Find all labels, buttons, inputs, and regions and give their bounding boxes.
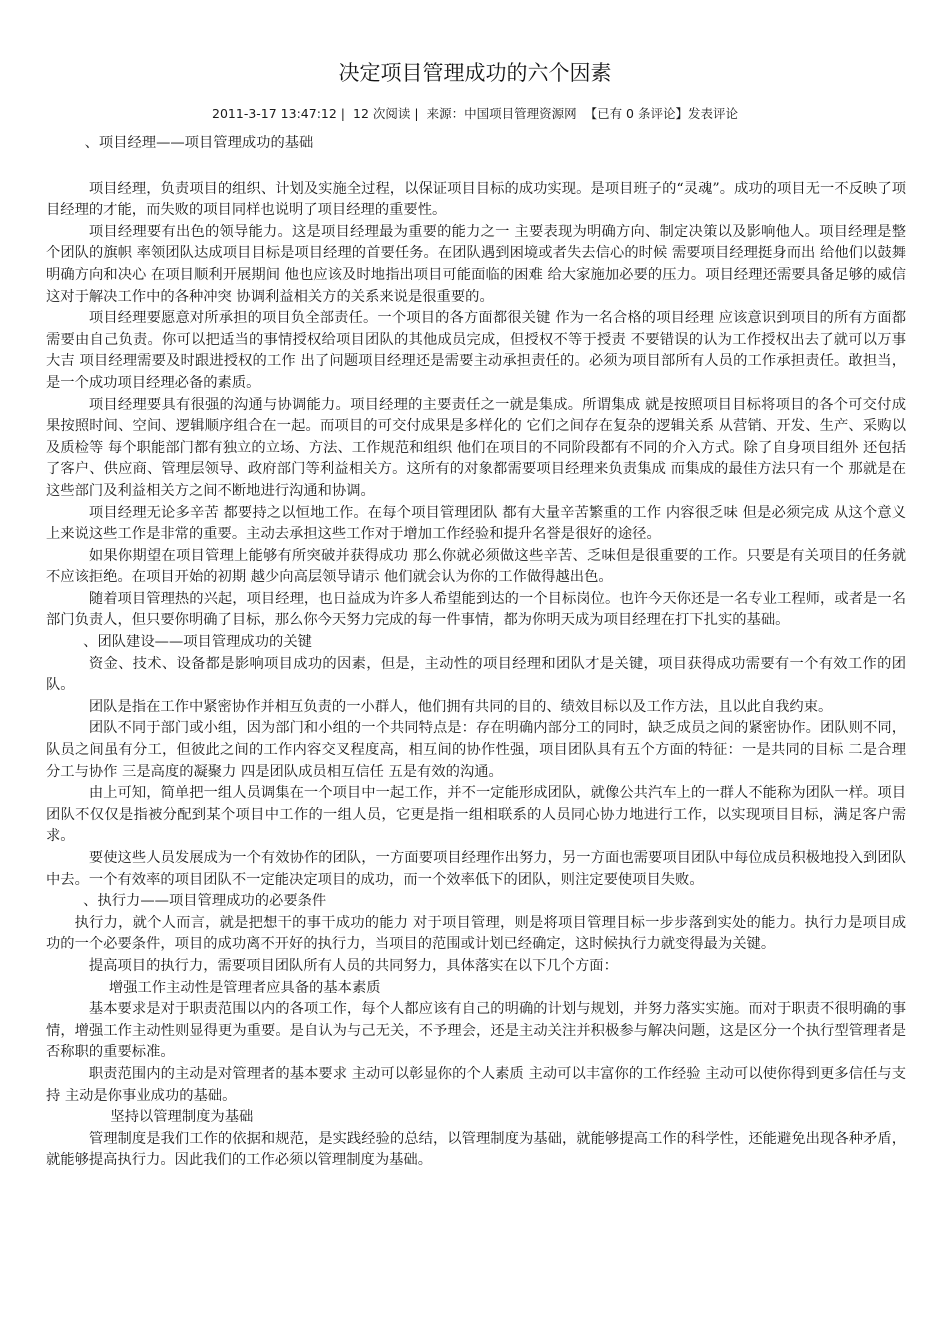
body-paragraph: 随着项目管理热的兴起，项目经理，也日益成为许多人希望能到达的一个目标岗位。也许今天你还是一名专业工程师，或者是一名部门负责人，但只要你明确了目标，那么你今天努力完成的每一件事情，都为你明天成为项目经理在打下扎实的基础。 (46, 590, 906, 629)
subsection-heading: 坚持以管理制度为基础 (110, 1109, 254, 1126)
read-count: 12 次阅读 | (353, 106, 419, 121)
body-paragraph: 项目经理要具有很强的沟通与协调能力。项目经理的主要责任之一就是集成。所谓集成 就是按照项目目标将项目的各个可交付成果按照时间、空间、逻辑顺序组合在一起。而项目的可交付成果是多样化的 它们之间存在复杂的逻辑关系 从营销、开发、生产、采购以及质检等 每个职能部门都有独立的立场、方法、工作规范和组织 他们在项目的不同阶段都有不同的介入方式。除了自身项目组外 还包括了客户、供应商、管理层领导、政府部门等利益相关方。这所有的对象都需要项目经理来负责集成 而集成的最佳方法只有一个 那就是在这些部门及利益相关方之间不断地进行沟通和协调。 (46, 396, 906, 499)
article-body (46, 133, 906, 1172)
body-paragraph: 项目经理，负责项目的组织、计划及实施全过程，以保证项目目标的成功实现。是项目班子的“灵魂”。成功的项目无一不反映了项目经理的才能，而失败的项目同样也说明了项目经理的重要性。 (46, 180, 906, 219)
body-paragraph: 项目经理无论多辛苦 都要持之以恒地工作。在每个项目管理团队 都有大量辛苦繁重的工作 内容很乏味 但是必须完成 从这个意义上来说这些工作是非常的重要。主动去承担这些工作对于增加工作经验和提升名誉是很好的途径。 (46, 504, 906, 543)
body-paragraph: 项目经理要有出色的领导能力。这是项目经理最为重要的能力之一 主要表现为明确方向、制定决策以及影响他人。项目经理是整个团队的旗帜 率领团队达成项目目标是项目经理的首要任务。在团队遇到困境或者失去信心的时候 需要项目经理挺身而出 给他们以鼓舞 明确方向和决心 在项目顺利开展期间 他也应该及时地指出项目可能面临的困难 给大家施加必要的压力。项目经理还需要具备足够的威信 这对于解决工作中的各种冲突 协调利益相关方的关系来说是很重要的。 (46, 223, 906, 305)
section-heading: 、项目经理——项目管理成功的基础 (84, 135, 314, 151)
article-meta (40, 104, 910, 124)
body-paragraph: 执行力，就个人而言，就是把想干的事干成功的能力 对于项目管理，则是将项目管理目标一步步落到实处的能力。执行力是项目成功的一个必要条件，项目的成功离不开好的执行力，当项目的范围或计划已经确定，这时候执行力就变得最为关键。 (46, 914, 906, 953)
article-source: 来源：中国项目管理资源网 (426, 106, 577, 121)
body-paragraph: 项目经理要愿意对所承担的项目负全部责任。一个项目的各方面都很关键 作为一名合格的项目经理 应该意识到项目的所有方面都需要由自己负责。你可以把适当的事情授权给项目团队的其他成员完成，但授权不等于授责 不要错误的认为工作授权出去了就可以万事大吉 项目经理需要及时跟进授权的工作 出了问题项目经理还是需要主动承担责任的。必须为项目部所有人员的工作承担责任。敢担当，是一个成功项目经理必备的素质。 (46, 310, 906, 391)
body-paragraph: 团队是指在工作中紧密协作并相互负责的一小群人，他们拥有共同的目的、绩效目标以及工作方法，且以此自我约束。 (88, 698, 833, 715)
comment-link[interactable]: 【已有 0 条评论】发表评论 (584, 106, 738, 121)
section-heading: 、团队建设——项目管理成功的关键 (83, 634, 312, 651)
body-paragraph: 要使这些人员发展成为一个有效协作的团队，一方面要项目经理作出努力，另一方面也需要项目团队中每位成员积极地投入到团队中去。一个有效率的项目团队不一定能决定项目的成功，而一个效率低下的团队，则注定要使项目失败。 (46, 850, 906, 888)
body-paragraph: 职责范围内的主动是对管理者的基本要求 主动可以彰显你的个人素质 主动可以丰富你的工作经验 主动可以使你得到更多信任与支持 主动是你事业成功的基础。 (46, 1065, 906, 1104)
publish-datetime: 2011-3-17 13:47:12 | (212, 106, 346, 121)
body-paragraph: 团队不同于部门或小组，因为部门和小组的一个共同特点是：存在明确内部分工的同时，缺乏成员之间的紧密协作。团队则不同，队员之间虽有分工，但彼此之间的工作内容交叉程度高，相互间的协作性强，项目团队具有五个方面的特征：一是共同的目标 二是合理分工与协作 三是高度的凝聚力 四是团队成员相互信任 五是有效的沟通。 (46, 720, 906, 780)
body-paragraph: 管理制度是我们工作的依据和规范，是实践经验的总结，以管理制度为基础，就能够提高工作的科学性，还能避免出现各种矛盾，就能够提高执行力。因此我们的工作必须以管理制度为基础。 (46, 1130, 906, 1169)
body-paragraph: 资金、技术、设备都是影响项目成功的因素，但是，主动性的项目经理和团队才是关键，项目获得成功需要有一个有效工作的团队。 (46, 655, 906, 694)
body-paragraph: 提高项目的执行力，需要项目团队所有人员的共同努力，具体落实在以下几个方面： (88, 957, 618, 974)
body-paragraph: 基本要求是对于职责范围以内的各项工作，每个人都应该有自己的明确的计划与规划，并努力落实实施。而对于职责不很明确的事情，增强工作主动性则显得更为重要。是自认为与己无关，不予理会，还是主动关注并积极参与解决问题，这是区分一个执行型管理者是否称职的重要标准。 (46, 1001, 906, 1061)
body-paragraph: 由上可知，简单把一组人员调集在一个项目中一起工作，并不一定能形成团队，就像公共汽车上的一群人不能称为团队一样。项目团队不仅仅是指被分配到某个项目中工作的一组人员，它更是指一组相联系的人员同心协力地进行工作，以实现项目目标，满足客户需求。 (46, 785, 906, 845)
subsection-heading: 增强工作主动性是管理者应具备的基本素质 (108, 979, 381, 996)
body-paragraph: 如果你期望在项目管理上能够有所突破并获得成功 那么你就必须做这些辛苦、乏味但是很重要的工作。只要是有关项目的任务就不应该拒绝。在项目开始的初期 越少向高层领导请示 他们就会认为你的工作做得越出色。 (46, 547, 906, 586)
article-title: 决定项目管理成功的六个因素 (338, 61, 612, 85)
section-heading: 、执行力——项目管理成功的必要条件 (83, 893, 327, 910)
